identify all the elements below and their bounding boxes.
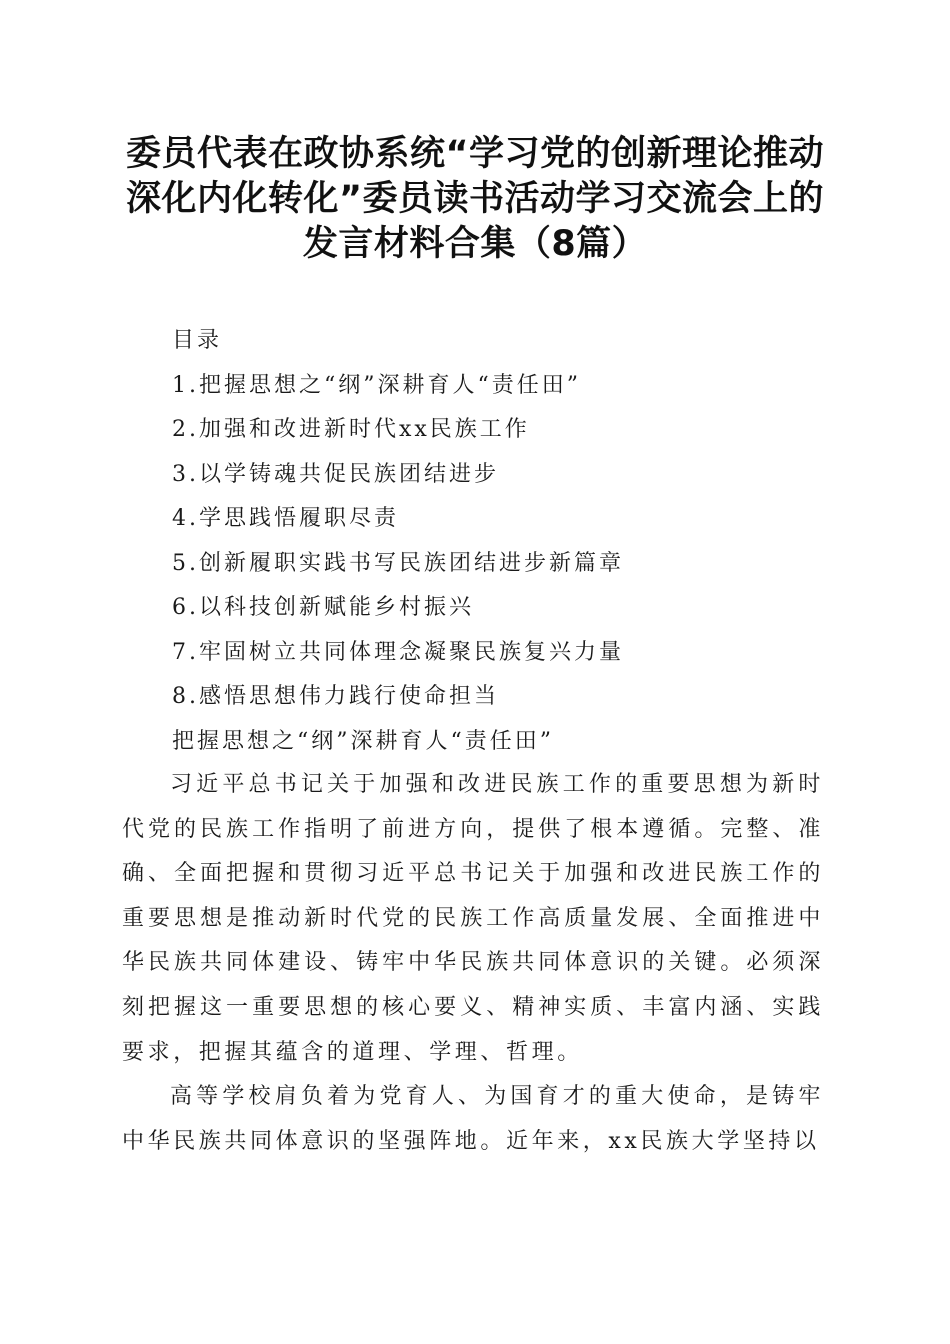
toc-item-7: 7.牢固树立共同体理念凝聚民族复兴力量 <box>172 639 624 665</box>
toc-item-6: 6.以科技创新赋能乡村振兴 <box>172 595 474 620</box>
title-line: 发言材料合集（8篇） <box>302 224 648 264</box>
toc-item-1: 1.把握思想之“纲”深耕育人“责任田” <box>172 372 581 398</box>
body-paragraph: 高等学校肩负着为党育人、为国育才的重大使命，是铸牢中华民族共同体意识的坚强阵地。近年来，xx民族大学坚持以 <box>122 1084 824 1154</box>
toc-item-3: 3.以学铸魂共促民族团结进步 <box>172 461 499 487</box>
toc-item-2: 2.加强和改进新时代xx民族工作 <box>172 417 530 442</box>
title-line: 委员代表在政协系统“学习党的创新理论推动 <box>125 134 824 174</box>
toc-item-5: 5.创新履职实践书写民族团结进步新篇章 <box>172 550 624 576</box>
table-of-contents <box>172 319 852 764</box>
toc-heading: 目录 <box>172 328 223 353</box>
toc-item-4: 4.学思践悟履职尽责 <box>172 506 399 531</box>
body-paragraph: 习近平总书记关于加强和改进民族工作的重要思想为新时代党的民族工作指明了前进方向，提供了根本遵循。完整、准确、全面把握和贯彻习近平总书记关于加强和改进民族工作的重要思想是推动新时代党的民族工作高质量发展、全面推进中华民族共同体建设、铸牢中华民族共同体意识的关键。必须深刻把握这一重要思想的核心要义、精神实质、丰富内涵、实践要求，把握其蕴含的道理、学理、哲理。 <box>122 772 824 1065</box>
document-body <box>122 763 824 1164</box>
title-line: 深化内化转化”委员读书活动学习交流会上的 <box>125 179 824 219</box>
toc-item-8: 8.感悟思想伟力践行使命担当 <box>172 684 499 709</box>
section-heading: 把握思想之“纲”深耕育人“责任田” <box>172 728 554 754</box>
document-title <box>110 132 840 267</box>
